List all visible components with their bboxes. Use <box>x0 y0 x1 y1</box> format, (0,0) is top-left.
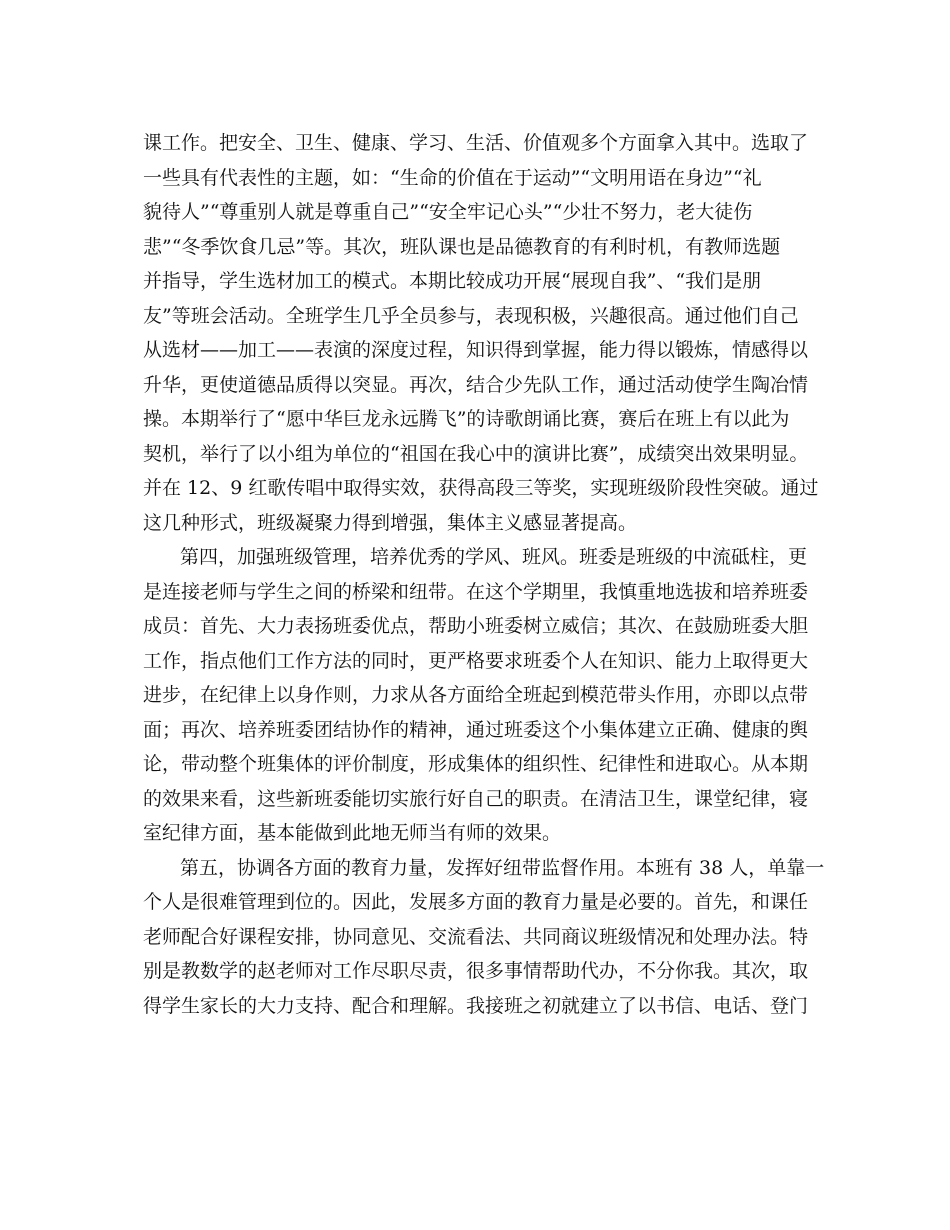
text-line: 进步，在纪律上以身作则，力求从各方面给全班起到模范带头作用，亦即以点带 <box>143 684 809 706</box>
text-line: 契机，举行了以小组为单位的“祖国在我心中的演讲比赛”，成绩突出效果明显。 <box>143 442 809 465</box>
text-line: 面；再次、培养班委团结协作的精神，通过班委这个小集体建立正确、健康的舆 <box>143 718 809 741</box>
text-line: 第四，加强班级管理，培养优秀的学风、班风。班委是班级的中流砥柱，更 <box>180 546 808 568</box>
text-line: 老师配合好课程安排，协同意见、交流看法、共同商议班级情况和处理办法。特 <box>143 925 809 948</box>
text-line: 成员：首先、大力表扬班委优点，帮助小班委树立威信；其次、在鼓励班委大胆 <box>143 615 809 637</box>
text-line: 这几种形式，班级凝聚力得到增强，集体主义感显著提高。 <box>143 511 638 534</box>
text-line: 升华，更使道德品质得以突显。再次，结合少先队工作，通过活动使学生陶冶情 <box>143 373 809 396</box>
text-line: 貌待人”“尊重别人就是尊重自己”“安全牢记心头”“少壮不努力，老大徒伤 <box>143 201 753 223</box>
text-line: 论，带动整个班集体的评价制度，形成集体的组织性、纪律性和进取心。从本期 <box>143 753 809 775</box>
text-line: 操。本期举行了“愿中华巨龙永远腾飞”的诗歌朗诵比赛，赛后在班上有以此为 <box>143 408 790 430</box>
text-line: 一些具有代表性的主题，如：“生命的价值在于运动”“文明用语在身边”“礼 <box>143 166 762 189</box>
text-line: 悲”“冬季饮食几忌”等。其次，班队课也是品德教育的有利时机，有教师选题 <box>143 235 781 258</box>
text-line: 课工作。把安全、卫生、健康、学习、生活、价值观多个方面拿入其中。选取了 <box>143 132 809 154</box>
text-line: 友”等班会活动。全班学生几乎全员参与，表现积极，兴趣很高。通过他们自己 <box>143 304 799 327</box>
text-line: 得学生家长的大力支持、配合和理解。我接班之初就建立了以书信、电话、登门 <box>143 994 809 1017</box>
text-line: 工作，指点他们工作方法的同时，更严格要求班委个人在知识、能力上取得更大 <box>143 649 809 672</box>
text-line: 室纪律方面，基本能做到此地无师当有师的效果。 <box>143 822 562 844</box>
text-line: 别是教数学的赵老师对工作尽职尽责，很多事情帮助代办，不分你我。其次，取 <box>143 960 809 982</box>
text-line: 并指导，学生选材加工的模式。本期比较成功开展“展现自我”、“我们是朋 <box>143 270 762 292</box>
body-text <box>143 126 825 1023</box>
text-line: 并在 12、9 红歌传唱中取得实效，获得高段三等奖，实现班级阶段性突破。通过 <box>143 477 819 499</box>
text-line: 第五，协调各方面的教育力量，发挥好纽带监督作用。本班有 38 人，单靠一 <box>180 856 825 879</box>
text-line: 是连接老师与学生之间的桥梁和纽带。在这个学期里，我慎重地选拔和培养班委 <box>143 580 809 603</box>
text-line: 从选材——加工——表演的深度过程，知识得到掌握，能力得以锻炼，情感得以 <box>143 339 809 361</box>
text-line: 的效果来看，这些新班委能切实旅行好自己的职责。在清洁卫生，课堂纪律，寝 <box>143 787 809 810</box>
text-line: 个人是很难管理到位的。因此，发展多方面的教育力量是必要的。首先，和课任 <box>143 891 809 913</box>
